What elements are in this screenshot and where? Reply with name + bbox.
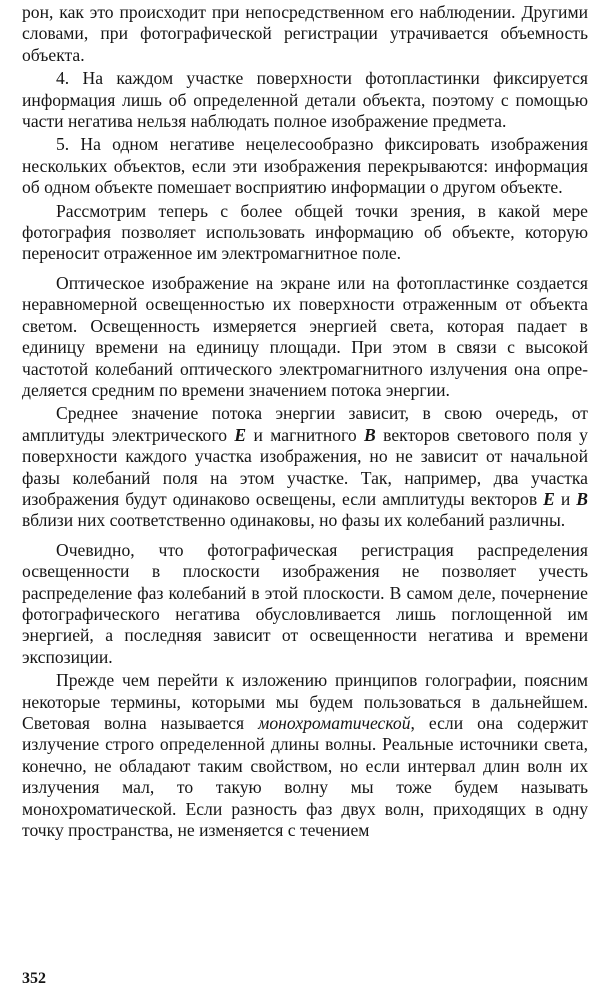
text-segment: Среднее значение потока энергии зависит, в свою очередь, от амплитуды электрического — [22, 403, 588, 445]
vector-b-symbol: B — [576, 488, 588, 509]
text-segment: 5. На одном негативе нецелесообразно фиксировать изображения нескольких объектов, если эти изображения перекрываются: информация об одном объекте помешает восприятию информации о другом объекте. — [22, 134, 588, 198]
paragraph-optical-image — [22, 273, 588, 401]
page-number: 352 — [22, 970, 46, 987]
paragraph-item-4 — [22, 68, 588, 132]
vector-b-symbol: B — [364, 424, 376, 445]
text-segment: векторов светового поля у поверхности каждого участка изображения, но не зависит от начальной фазы колебаний поля на этом участке. Так, например, два участка изображения будут одинаково освещены, если амплитуды векторов — [22, 424, 588, 509]
paragraph-holography-terms — [22, 670, 588, 841]
text-segment: и магнитного — [246, 424, 364, 445]
text-segment: Рассмотрим теперь с более общей точки зрения, в какой мере фотография позволяет использовать информацию об объекте, которую переносит отраженное им электромагнитное поле. — [22, 200, 588, 264]
vector-e-symbol: E — [543, 488, 555, 509]
vector-e-symbol: E — [234, 424, 247, 445]
text-segment: Очевидно, что фотографическая регистрация распределения освещенности в плоскости изображения не позволяет учесть распределение фаз колебаний в этой плоскости. В самом деле, почернение фотографического негатива обусловливается лишь поглощенной им энергией, а последняя зависит от освещенности негатива и времени экспозиции. — [22, 539, 588, 667]
text-segment: , если она содержит излучение строго определенной длины волны. Реальные источники света, конечно, не обладают таким свойством, но если интервал длин волн их излучения мал, то такую волну мы тоже будем называть монохроматической. Если разность фаз двух волн, приходящих в одну точку пространства, не изменяется с течением — [22, 713, 588, 841]
text-segment: рон, как это происходит при непосредственном его наблюдении. Другими словами, при фотографической регистрации утрачивается объемность объекта. — [22, 2, 588, 65]
text-segment: Оптическое изображение на экране или на фотопластинке создается неравномерной освещенностью их поверхности отраженным от объекта светом. Освещенность измеряется энергией света, которая падает в единицу времени на единицу площади. При этом в связи с высокой частотой колебаний оптического электромагнитного излучения она определяется средним по времени значением потока энергии. — [22, 272, 588, 400]
text-segment: вблизи них соответственно одинаковы, но фазы их колебаний различны. — [22, 510, 566, 531]
term-monochromatic: монохроматической — [258, 713, 411, 733]
paragraph-item-5 — [22, 134, 588, 198]
paragraph-photo-registration — [22, 540, 588, 668]
paragraph-continuation — [22, 2, 588, 66]
book-page — [22, 2, 588, 841]
paragraph-energy-flow — [22, 403, 588, 531]
paragraph-general-view — [22, 201, 588, 265]
text-segment: и — [554, 488, 577, 509]
text-segment: 4. На каждом участке поверхности фотопластинки фиксируется информация лишь об определенной детали объекта, поэтому с помощью части негатива нельзя наблюдать полное изображение предмета. — [22, 68, 588, 132]
text-segment: Прежде чем перейти к изложению принципов голографии, поясним некоторые термины, которыми мы будем пользоваться в дальнейшем. Световая волна называется — [22, 670, 588, 733]
